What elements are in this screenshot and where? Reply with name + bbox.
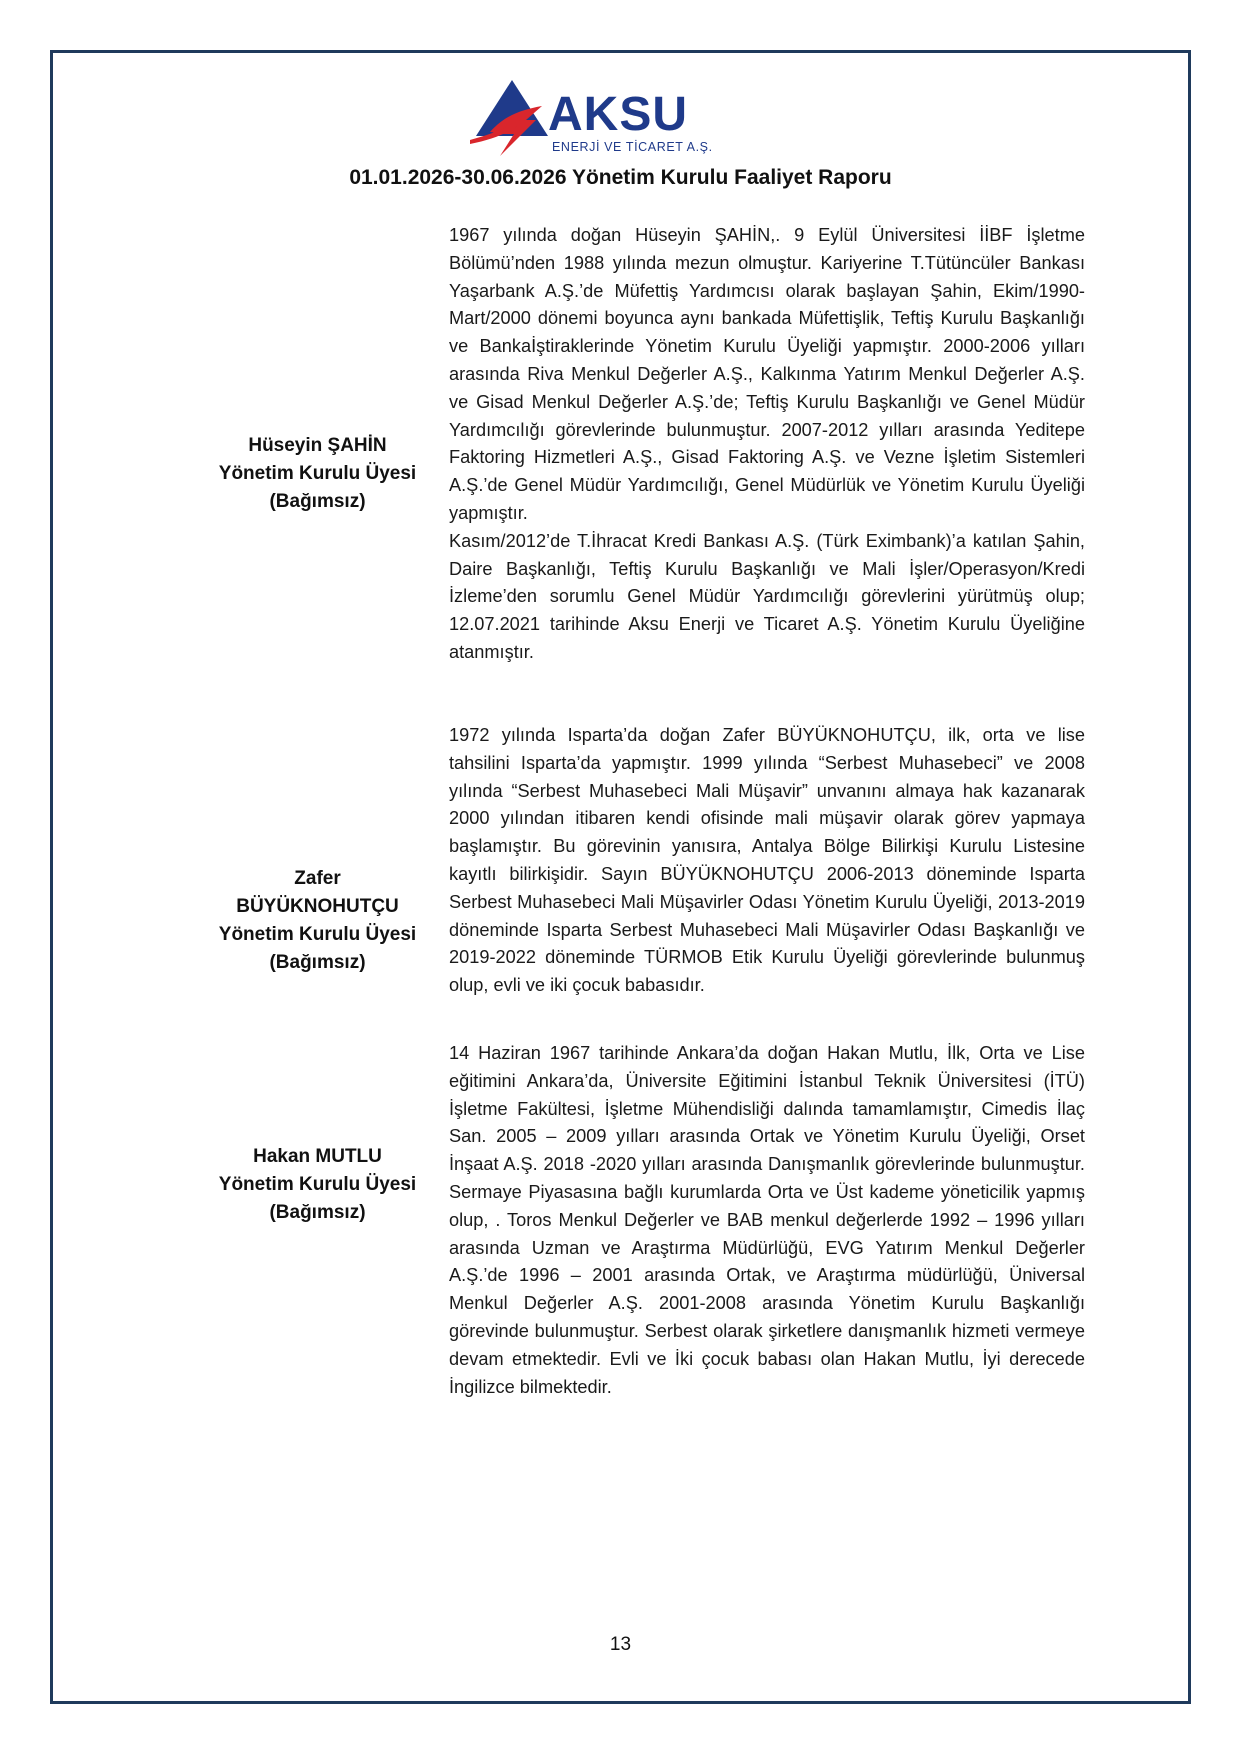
member-bio	[449, 722, 1085, 1000]
bio-paragraph: 14 Haziran 1967 tarihinde Ankara’da doğan Hakan Mutlu, İlk, Orta ve Lise eğitimini Ankara’da, Üniversite Eğitimini İstanbul Teknik Üniversitesi (İTÜ) İşletme Fakültesi, İşletme Mühendisliği dalında tamamlamıştır, Cimedis İlaç San. 2005 – 2009 yılları arasında Ortak ve Yönetim Kurulu Üyeliği, Orset İnşaat A.Ş. 2018 -2020 yılları arasında Danışmanlık görevlerinde bulunmuştur. Sermaye Piyasasına bağlı kurumlarda Orta ve Üst kademe yöneticilik yapmış olup, . Toros Menkul Değerler ve BAB menkul değerlerde 1992 – 1996 yılları arasında Uzman ve Araştırma Müdürlüğü, EVG Yatırım Menkul Değerler A.Ş.’de 1996 – 2001 arasında Ortak, ve Araştırma müdürlüğü, Üniversal Menkul Değerler A.Ş. 2001-2008 arasında Yönetim Kurulu Başkanlığı görevinde bulunmuştur. Serbest olarak şirketlere danışmanlık hizmeti vermeye devam etmektedir. Evli ve İki çocuk babası olan Hakan Mutlu, İyi derecede İngilizce bilmektedir.	[449, 1043, 1085, 1397]
member-name: Hakan MUTLU	[253, 1146, 382, 1167]
bio-paragraph: 1967 yılında doğan Hüseyin ŞAHİN,. 9 Eylül Üniversitesi İİBF İşletme Bölümü’nden 1988 yılında mezun olmuştur. Kariyerine T.Tütüncüler Bankası Yaşarbank A.Ş.’de Müfettiş Yardımcısı olarak başlayan Şahin, Ekim/1990-Mart/2000 dönemi boyunca aynı bankada Müfettişlik, Teftiş Kurulu Başkanlığı ve Bankaİştiraklerinde Yönetim Kurulu Üyeliği yapmıştır. 2000-2006 yılları arasında Riva Menkul Değerler A.Ş., Kalkınma Yatırım Menkul Değerler A.Ş. ve Gisad Menkul Değerler A.Ş.’de; Teftiş Kurulu Başkanlığı ve Genel Müdür Yardımcılığı görevlerinde bulunmuştur. 2007-2012 yılları arasında Yeditepe Faktoring Hizmetleri A.Ş., Gisad Faktoring A.Ş. ve Vezne İşletim Sistemleri A.Ş.’de Genel Müdür Yardımcılığı, Genel Müdürlük ve Yönetim Kurulu Üyeliği yapmıştır.	[449, 225, 1085, 523]
bio-paragraph: 1972 yılında Isparta’da doğan Zafer BÜYÜKNOHUTÇU, ilk, orta ve lise tahsilini Isparta’da yapmıştır. 1999 yılında “Serbest Muhasebeci” ve 2008 yılında “Serbest Muhasebeci Mali Müşavir” unvanını almaya hak kazanarak 2000 yılından itibaren kendi ofisinde mali müşavir olarak görev yapmaya başlamıştır. Bu görevinin yanısıra, Antalya Bölge Bilirkişi Kurulu Listesine kayıtlı bilirkişidir. Sayın BÜYÜKNOHUTÇU 2006-2013 döneminde Isparta Serbest Muhasebeci Mali Müşavirler Odası Yönetim Kurulu Üyeliği, 2013-2019 döneminde Isparta Serbest Muhasebeci Mali Müşavirler Odası Başkanlığı ve 2019-2022 döneminde TÜRMOB Etik Kurulu Üyeliği görevlerinde bulunmuş olup, evli ve iki çocuk babasıdır.	[449, 725, 1085, 996]
member-role: Yönetim Kurulu Üyesi	[218, 463, 417, 484]
report-title: 01.01.2026-30.06.2026 Yönetim Kurulu Faaliyet Raporu	[349, 166, 892, 189]
member-name-block	[205, 432, 430, 516]
member-status: (Bağımsız)	[269, 1202, 366, 1223]
page-number: 13	[609, 1634, 632, 1655]
logo-tagline-text: ENERJİ VE TİCARET A.Ş.	[552, 140, 713, 154]
member-status: (Bağımsız)	[269, 952, 366, 973]
member-status: (Bağımsız)	[269, 491, 366, 512]
member-name: BÜYÜKNOHUTÇU	[236, 896, 399, 917]
member-bio	[449, 222, 1085, 667]
logo-brand-text: AKSU	[548, 88, 689, 141]
company-logo	[470, 76, 740, 158]
member-name-block	[205, 1143, 430, 1227]
member-name: Hüseyin ŞAHİN	[248, 435, 387, 456]
member-bio	[449, 1040, 1085, 1401]
bio-paragraph: Kasım/2012’de T.İhracat Kredi Bankası A.Ş. (Türk Eximbank)’a katılan Şahin, Daire Başkanlığı, Teftiş Kurulu Başkanlığı ve Mali İşler/Operasyon/Kredi İzleme’den sorumlu Genel Müdür Yardımcılığı görevlerini yürütmüş olup; 12.07.2021 tarihinde Aksu Enerji ve Ticaret A.Ş. Yönetim Kurulu Üyeliğine atanmıştır.	[449, 530, 1085, 662]
member-name-block	[205, 865, 430, 977]
member-name: Zafer	[294, 868, 341, 889]
member-role: Yönetim Kurulu Üyesi	[218, 1174, 417, 1195]
member-role: Yönetim Kurulu Üyesi	[218, 924, 417, 945]
